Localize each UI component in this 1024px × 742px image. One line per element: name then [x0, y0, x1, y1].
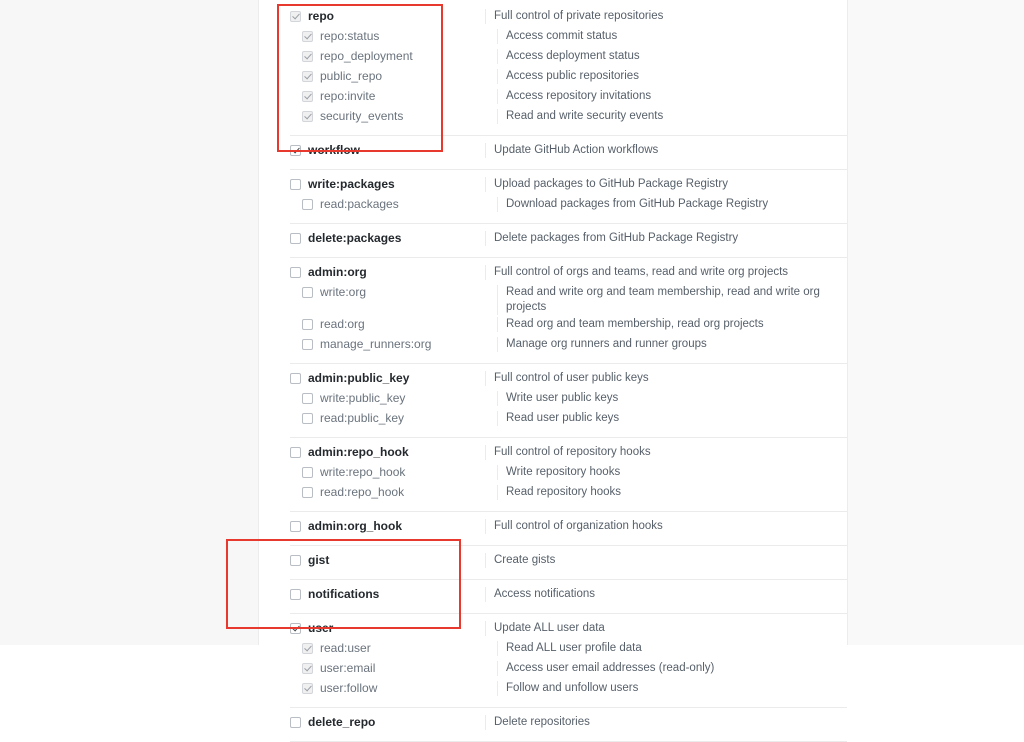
checkbox-repo:status [302, 31, 313, 42]
checkbox-gist[interactable] [290, 555, 301, 566]
scope-checkbox-cell[interactable] [290, 143, 485, 157]
scope-description: Full control of user public keys [485, 371, 847, 386]
scope-name: repo:status [320, 29, 380, 43]
checkbox-read:org[interactable] [302, 319, 313, 330]
scope-row[interactable] [290, 316, 847, 336]
checkbox-admin:org[interactable] [290, 267, 301, 278]
scope-description: Read and write org and team membership, read and write org projects [497, 285, 847, 315]
scope-group [290, 546, 847, 580]
scope-description: Delete packages from GitHub Package Registry [485, 231, 847, 246]
checkbox-user:follow [302, 683, 313, 694]
scope-checkbox-cell[interactable] [290, 391, 497, 405]
scope-name: repo [308, 9, 335, 23]
scope-name: write:org [320, 285, 367, 299]
scope-checkbox-cell[interactable] [290, 445, 485, 459]
scope-row[interactable] [290, 586, 847, 606]
scope-description: Access notifications [485, 587, 847, 602]
scope-group [290, 170, 847, 224]
scope-description: Full control of organization hooks [485, 519, 847, 534]
scope-group [290, 0, 847, 136]
scope-name: user:email [320, 661, 376, 675]
scope-checkbox-cell[interactable] [290, 197, 497, 211]
scope-description: Access repository invitations [497, 89, 847, 104]
scope-row[interactable] [290, 176, 847, 196]
scope-checkbox-cell[interactable] [290, 485, 497, 499]
scope-row[interactable] [290, 196, 847, 216]
scope-name: manage_runners:org [320, 337, 432, 351]
scope-description: Read ALL user profile data [497, 641, 847, 656]
scope-name: write:public_key [320, 391, 406, 405]
scope-description: Access commit status [497, 29, 847, 44]
scope-name: write:repo_hook [320, 465, 406, 479]
checkbox-repo_deployment [302, 51, 313, 62]
scope-checkbox-cell[interactable] [290, 231, 485, 245]
scope-list [290, 0, 847, 742]
scope-description: Manage org runners and runner groups [497, 337, 847, 352]
scope-group [290, 438, 847, 512]
checkbox-delete:packages[interactable] [290, 233, 301, 244]
scope-row[interactable] [290, 336, 847, 356]
scope-checkbox-cell[interactable] [290, 89, 497, 103]
checkbox-delete_repo[interactable] [290, 717, 301, 728]
scope-checkbox-cell[interactable] [290, 411, 497, 425]
scope-row[interactable] [290, 410, 847, 430]
scope-checkbox-cell[interactable] [290, 265, 485, 279]
scope-checkbox-cell[interactable] [290, 715, 485, 729]
scope-row[interactable] [290, 680, 847, 700]
scope-group [290, 512, 847, 546]
checkbox-admin:org_hook[interactable] [290, 521, 301, 532]
checkbox-write:org[interactable] [302, 287, 313, 298]
scope-group [290, 708, 847, 742]
scope-checkbox-cell[interactable] [290, 49, 497, 63]
scope-name: delete:packages [308, 231, 402, 245]
scope-name: admin:repo_hook [308, 445, 409, 459]
scope-name: gist [308, 553, 330, 567]
checkbox-admin:repo_hook[interactable] [290, 447, 301, 458]
left-gutter [0, 0, 259, 645]
scope-name: read:repo_hook [320, 485, 405, 499]
scope-description: Update ALL user data [485, 621, 847, 636]
checkbox-admin:public_key[interactable] [290, 373, 301, 384]
checkbox-workflow[interactable] [290, 145, 301, 156]
checkbox-security_events [302, 111, 313, 122]
scope-description: Access user email addresses (read-only) [497, 661, 847, 676]
scope-row[interactable] [290, 108, 847, 128]
scope-row[interactable] [290, 464, 847, 484]
checkbox-user:email [302, 663, 313, 674]
checkbox-read:packages[interactable] [302, 199, 313, 210]
scope-row[interactable] [290, 484, 847, 504]
scope-description: Full control of repository hooks [485, 445, 847, 460]
scope-name: admin:public_key [308, 371, 410, 385]
checkbox-notifications[interactable] [290, 589, 301, 600]
scope-name: workflow [308, 143, 361, 157]
scope-description: Read org and team membership, read org projects [497, 317, 847, 332]
scope-name: write:packages [308, 177, 395, 191]
scope-name: read:user [320, 641, 371, 655]
scope-group [290, 258, 847, 364]
scope-description: Full control of orgs and teams, read and write org projects [485, 265, 847, 280]
checkbox-repo:invite [302, 91, 313, 102]
scope-name: notifications [308, 587, 380, 601]
scope-row[interactable] [290, 264, 847, 284]
scope-row[interactable] [290, 88, 847, 108]
scope-checkbox-cell[interactable] [290, 519, 485, 533]
scope-row[interactable] [290, 230, 847, 250]
scope-checkbox-cell[interactable] [290, 371, 485, 385]
scope-name: user:follow [320, 681, 378, 695]
checkbox-read:user [302, 643, 313, 654]
scope-name: repo:invite [320, 89, 376, 103]
scope-name: user [308, 621, 334, 635]
scope-row[interactable] [290, 714, 847, 734]
scope-description: Delete repositories [485, 715, 847, 730]
scope-checkbox-cell[interactable] [290, 661, 497, 675]
scope-checkbox-cell[interactable] [290, 337, 497, 351]
checkbox-read:public_key[interactable] [302, 413, 313, 424]
scope-description: Update GitHub Action workflows [485, 143, 847, 158]
scope-checkbox-cell[interactable] [290, 109, 497, 123]
scope-description: Follow and unfollow users [497, 681, 847, 696]
checkbox-public_repo [302, 71, 313, 82]
scope-description: Read user public keys [497, 411, 847, 426]
scope-name: admin:org_hook [308, 519, 403, 533]
scope-row[interactable] [290, 142, 847, 162]
scope-row[interactable] [290, 68, 847, 88]
scope-checkbox-cell[interactable] [290, 9, 485, 23]
scope-row[interactable] [290, 28, 847, 48]
scope-row[interactable] [290, 284, 847, 316]
scope-description: Download packages from GitHub Package Registry [497, 197, 847, 212]
scope-name: delete_repo [308, 715, 376, 729]
scope-group [290, 136, 847, 170]
scope-checkbox-cell[interactable] [290, 317, 497, 331]
scope-checkbox-cell[interactable] [290, 681, 497, 695]
scope-row[interactable] [290, 48, 847, 68]
scope-row[interactable] [290, 444, 847, 464]
scope-row[interactable] [290, 552, 847, 572]
scope-name: read:public_key [320, 411, 405, 425]
scope-name: read:org [320, 317, 365, 331]
checkbox-write:public_key[interactable] [302, 393, 313, 404]
scope-checkbox-cell[interactable] [290, 285, 497, 299]
scope-row[interactable] [290, 518, 847, 538]
scope-description: Upload packages to GitHub Package Registry [485, 177, 847, 192]
scope-row[interactable] [290, 620, 847, 640]
scope-description: Write repository hooks [497, 465, 847, 480]
scope-name: security_events [320, 109, 404, 123]
scope-checkbox-cell[interactable] [290, 69, 497, 83]
checkbox-repo [290, 11, 301, 22]
scope-checkbox-cell[interactable] [290, 177, 485, 191]
scope-name: repo_deployment [320, 49, 413, 63]
scope-description: Read and write security events [497, 109, 847, 124]
scope-checkbox-cell[interactable] [290, 465, 497, 479]
scope-row[interactable] [290, 370, 847, 390]
scope-description: Write user public keys [497, 391, 847, 406]
checkbox-manage_runners:org[interactable] [302, 339, 313, 350]
scope-description: Create gists [485, 553, 847, 568]
right-gutter [847, 0, 1024, 645]
scope-name: public_repo [320, 69, 383, 83]
scope-group [290, 580, 847, 614]
scope-group [290, 614, 847, 708]
checkbox-read:repo_hook[interactable] [302, 487, 313, 498]
scope-name: read:packages [320, 197, 399, 211]
checkbox-user[interactable] [290, 623, 301, 634]
scope-description: Read repository hooks [497, 485, 847, 500]
scope-checkbox-cell[interactable] [290, 641, 497, 655]
scope-checkbox-cell[interactable] [290, 29, 497, 43]
scope-checkbox-cell[interactable] [290, 553, 485, 567]
scope-group [290, 364, 847, 438]
scope-row[interactable] [290, 390, 847, 410]
scope-description: Full control of private repositories [485, 9, 847, 24]
scope-description: Access deployment status [497, 49, 847, 64]
scope-checkbox-cell[interactable] [290, 621, 485, 635]
scope-row[interactable] [290, 8, 847, 28]
checkbox-write:repo_hook[interactable] [302, 467, 313, 478]
scope-name: admin:org [308, 265, 367, 279]
scope-group [290, 224, 847, 258]
scope-checkbox-cell[interactable] [290, 587, 485, 601]
scope-row[interactable] [290, 640, 847, 660]
checkbox-write:packages[interactable] [290, 179, 301, 190]
scope-description: Access public repositories [497, 69, 847, 84]
scope-row[interactable] [290, 660, 847, 680]
